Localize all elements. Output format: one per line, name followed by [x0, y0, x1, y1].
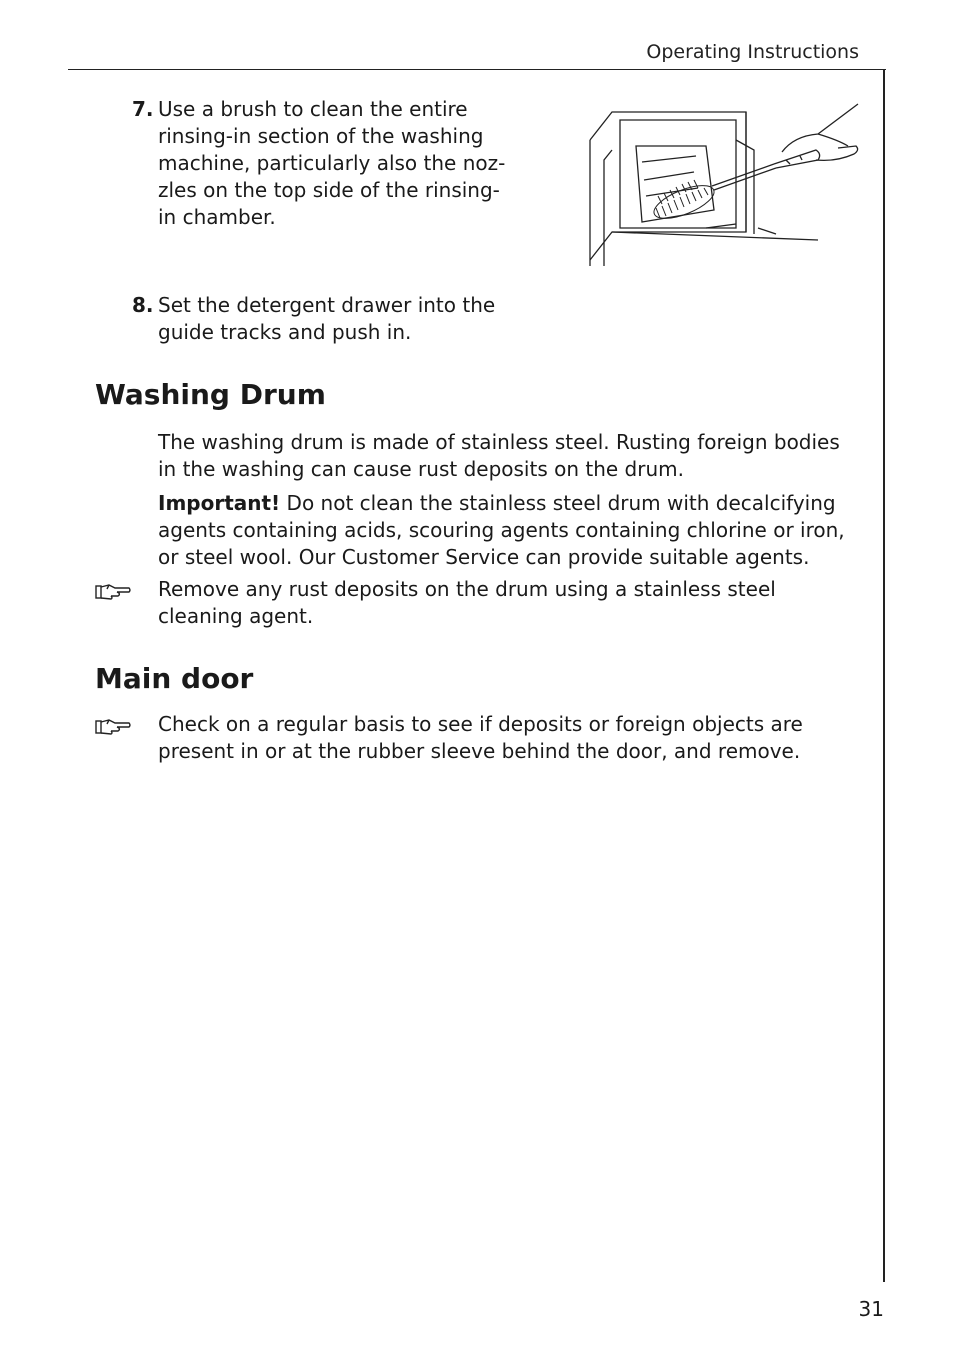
washing-drum-description: The washing drum is made of stainless steel. Rusting foreign bodies in the washing can cause rust deposits on the drum. — [158, 430, 840, 481]
pointing-hand-icon — [95, 582, 131, 602]
pointing-hand-icon — [95, 717, 131, 737]
important-text: Do not clean the stainless steel drum with decalcifying agents containing acids, scouring agents containing chlorine or iron, or steel wool. Our Customer Service can provide suitable agents. — [158, 491, 845, 569]
margin-rule — [883, 69, 885, 1282]
rust-removal-tip: Remove any rust deposits on the drum using a stainless steel cleaning agent. — [158, 577, 776, 628]
step-text: Set the detergent drawer into the guide tracks and push in. — [158, 293, 496, 344]
header-rule — [68, 69, 886, 70]
running-header: Operating Instructions — [646, 41, 859, 63]
important-label: Important! — [158, 491, 281, 515]
step-7 — [132, 96, 512, 231]
main-door-tip: Check on a regular basis to see if deposits or foreign objects are present in or at the rubber sleeve behind the door, and remove. — [158, 712, 803, 763]
washing-drum-heading: Washing Drum — [95, 378, 326, 411]
step-number: 8. — [132, 293, 154, 317]
brush-cleaning-illustration — [586, 100, 862, 266]
main-door-heading: Main door — [95, 662, 254, 695]
step-8 — [132, 292, 512, 346]
page-number: 31 — [858, 1297, 884, 1321]
important-note — [158, 490, 858, 571]
step-number: 7. — [132, 97, 154, 121]
step-text: Use a brush to clean the entire rinsing-in section of the washing machine, particularly also the noz-zles on the top side of the rinsing-in chamber. — [158, 97, 506, 229]
